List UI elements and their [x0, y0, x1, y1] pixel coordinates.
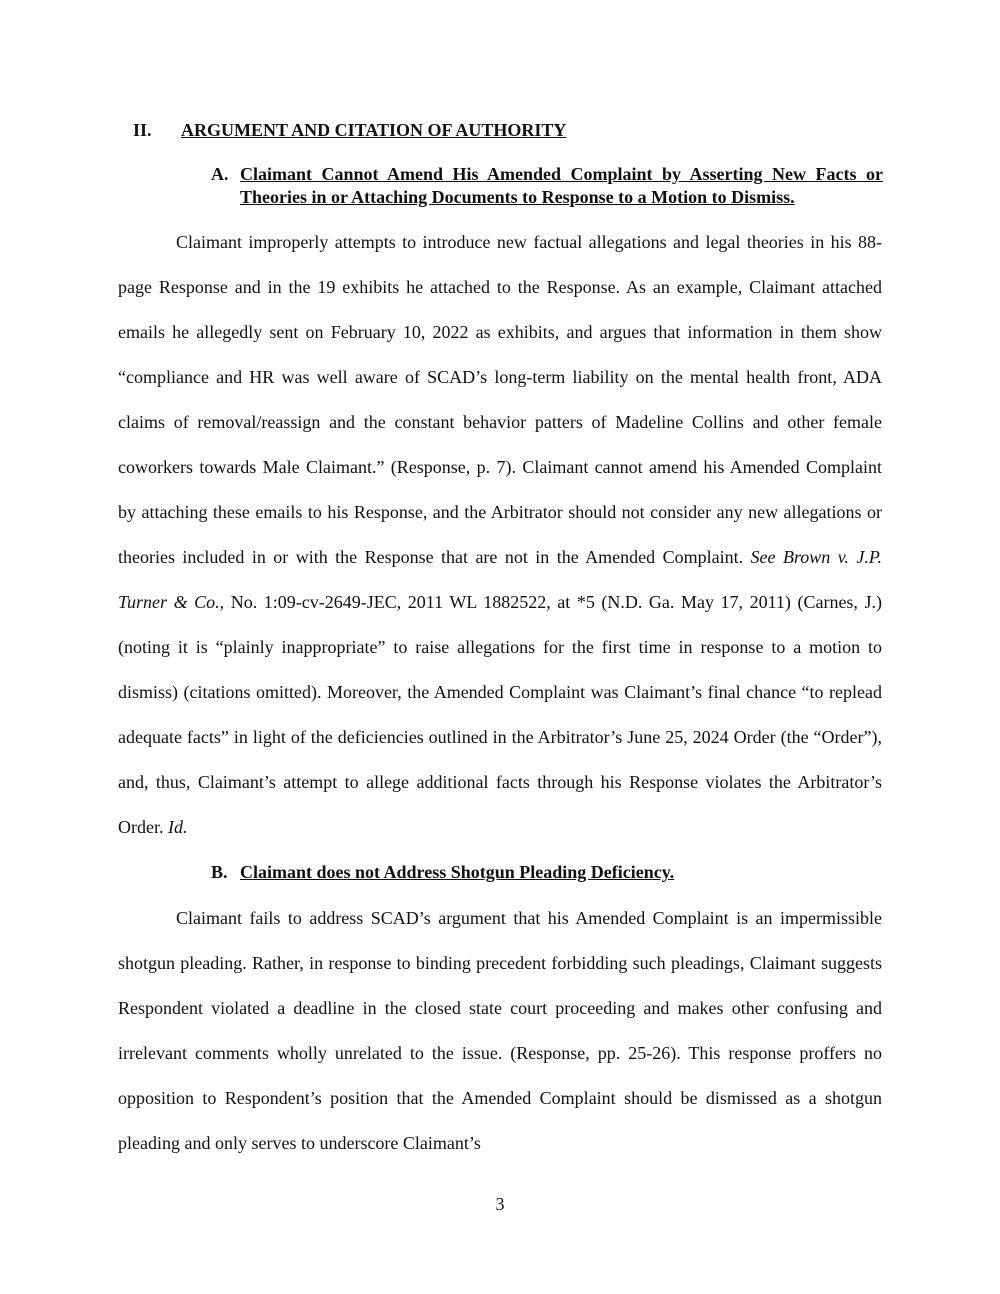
subsection-b-letter: B.: [211, 862, 228, 882]
subsection-b-title: Claimant does not Address Shotgun Pleading Deficiency.: [240, 862, 675, 882]
argument-paragraph-2: [118, 896, 882, 1166]
paragraph-1-text-part2: , No. 1:09-cv-2649-JEC, 2011 WL 1882522, at *5 (N.D. Ga. May 17, 2011) (Carnes, J.) (noting it is “plainly inappropriate” to raise allegations for the first time in response to a motion to dismiss) (citations omitted). Moreover, the Amended Complaint was Claimant’s final chance “to replead adequate facts” in light of the deficiencies outlined in the Arbitrator’s June 25, 2024 Order (the “Order”), and, thus, Claimant’s attempt to allege additional facts through his Response violates the Arbitrator’s Order.: [118, 592, 882, 837]
subsection-a-letter: A.: [211, 164, 229, 184]
section-number: II.: [133, 120, 152, 140]
argument-paragraph-1: [118, 220, 882, 850]
page-number: 3: [495, 1194, 505, 1214]
section-title: ARGUMENT AND CITATION OF AUTHORITY: [181, 120, 567, 140]
paragraph-1-text-part1: Claimant improperly attempts to introduce new factual allegations and legal theories in his 88-page Response and in the 19 exhibits he attached to the Response. As an example, Claimant attached emails he allegedly sent on February 10, 2022 as exhibits, and argues that information in them show “compliance and HR was well aware of SCAD’s long-term liability on the mental health front, ADA claims of removal/reassign and the constant behavior patters of Madeline Collins and other female coworkers towards Male Claimant.” (Response, p. 7). Claimant cannot amend his Amended Complaint by attaching these emails to his Response, and the Arbitrator should not consider any new allegations or theories included in or with the Response that are not in the Amended Complaint.: [118, 232, 882, 567]
subsection-a-heading: [211, 163, 883, 209]
subsection-a-title: Claimant Cannot Amend His Amended Complaint by Asserting New Facts or Theories in or Attaching Documents to Response to a Motion to Dismiss.: [240, 164, 883, 207]
case-citation: See Brown v. J.P. Turner & Co.: [118, 547, 882, 612]
paragraph-2-text: Claimant fails to address SCAD’s argument that his Amended Complaint is an impermissible shotgun pleading. Rather, in response to binding precedent forbidding such pleadings, Claimant suggests Respondent violated a deadline in the closed state court proceeding and makes other confusing and irrelevant comments wholly unrelated to the issue. (Response, pp. 25-26). This response proffers no opposition to Respondent’s position that the Amended Complaint should be dismissed as a shotgun pleading and only serves to underscore Claimant’s: [118, 908, 882, 1153]
subsection-b-heading: [211, 861, 883, 884]
id-citation: Id.: [167, 817, 188, 837]
section-heading: [133, 117, 566, 143]
